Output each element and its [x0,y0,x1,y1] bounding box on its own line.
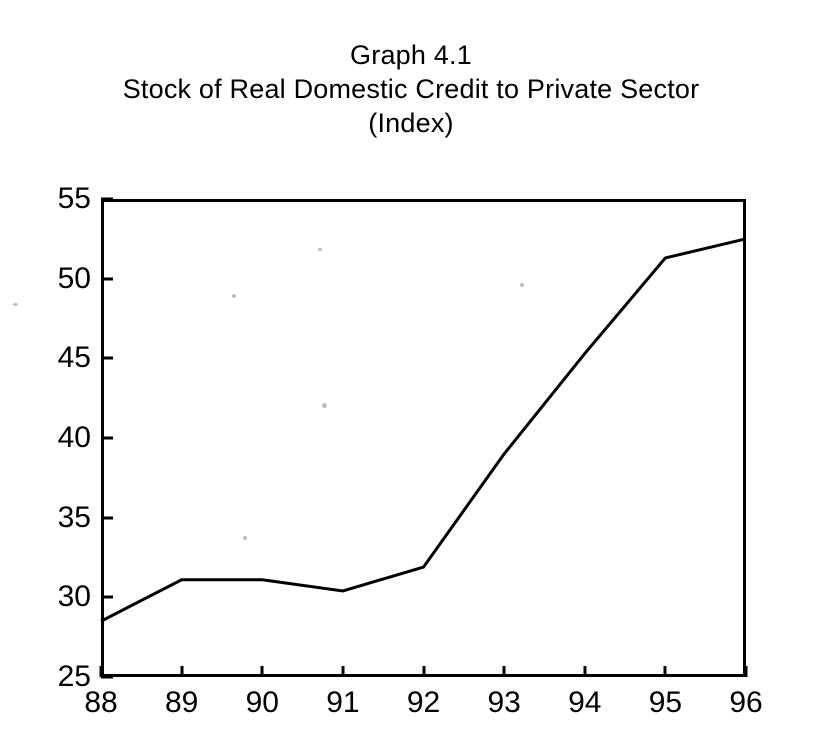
y-axis-label-40: 40 [57,421,91,454]
scan-speck [322,403,327,408]
x-axis-label-96: 96 [729,686,763,719]
x-axis-label-91: 91 [326,686,360,719]
y-axis-label-35: 35 [57,500,91,534]
chart-units: (Index) [368,108,454,138]
scan-speck [13,303,18,306]
chart-title: Graph 4.1 [350,40,472,70]
y-axis-label-30: 30 [57,580,91,614]
y-axis-label-55: 55 [57,182,91,215]
chart-subtitle: Stock of Real Domestic Credit to Private Sector [122,74,700,104]
x-axis-label-93: 93 [487,686,521,719]
y-axis-label-45: 45 [57,341,91,375]
series-line [101,199,746,677]
scan-speck [520,283,524,287]
scan-speck [232,294,236,298]
plot-area [57,182,763,719]
y-axis-label-25: 25 [57,660,91,693]
scan-speck [318,248,322,251]
x-axis-label-94: 94 [568,686,602,719]
chart-title-block [0,38,822,140]
x-axis-label-92: 92 [406,686,441,719]
scan-speck [243,536,247,540]
x-axis-label-88: 88 [84,686,118,719]
x-axis-label-89: 89 [164,686,199,719]
x-axis-label-95: 95 [648,686,683,719]
x-axis-label-90: 90 [245,686,279,719]
y-axis-label-50: 50 [57,261,91,295]
